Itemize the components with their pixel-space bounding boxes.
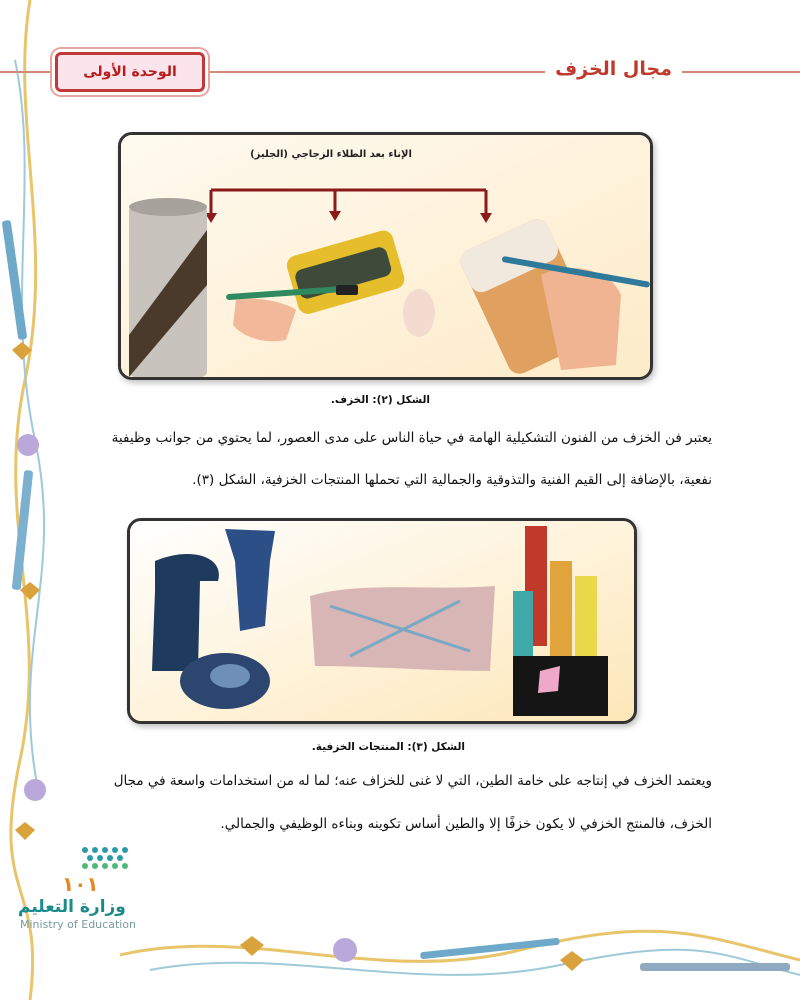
paragraph-1-line-1: يعتبر فن الخزف من الفنون التشكيلية الهامة في حياة الناس على مدى العصور، لما يحتوي من جوانب وظيفية bbox=[111, 430, 712, 446]
ceramics-glazing-illustration bbox=[121, 135, 650, 377]
page-number: ١٠١ bbox=[62, 872, 99, 896]
paragraph-1-line-2: نفعية، بالإضافة إلى القيم الفنية والتذوقية والجمالية التي تحملها المنتجات الخزفية، الشكل (٣). bbox=[192, 472, 712, 488]
decorative-border-bottom bbox=[0, 905, 800, 1000]
unit-badge bbox=[55, 52, 205, 92]
figure-ceramic-products bbox=[127, 518, 637, 724]
unit-badge-label: الوحدة الأولى bbox=[83, 64, 177, 80]
figure3-caption: الشكل (٣): المنتجات الخزفية. bbox=[311, 741, 465, 753]
ministry-name-ar: وزارة التعليم bbox=[18, 897, 126, 917]
paragraph-2-line-1: ويعتمد الخزف في إنتاجه على خامة الطين، التي لا غنى للخزاف عنه؛ لما له من استخدامات واسعة في مجال bbox=[113, 773, 712, 789]
figure2-caption: الشكل (٢): الخزف. bbox=[330, 394, 430, 406]
ceramic-products-illustration bbox=[130, 521, 634, 721]
page-title: مجال الخزف bbox=[545, 58, 682, 80]
ministry-name-en: Ministry of Education bbox=[20, 918, 137, 931]
paragraph-2-line-2: الخزف، فالمنتج الخزفي لا يكون خزفًا إلا والطين أساس تكوينه وبناءه الوظيفي والجمالي. bbox=[220, 816, 712, 832]
figure-ceramics-glazing bbox=[118, 132, 653, 380]
figure2-top-label: الإناء بعد الطلاء الزجاجي (الجليز) bbox=[250, 149, 412, 160]
